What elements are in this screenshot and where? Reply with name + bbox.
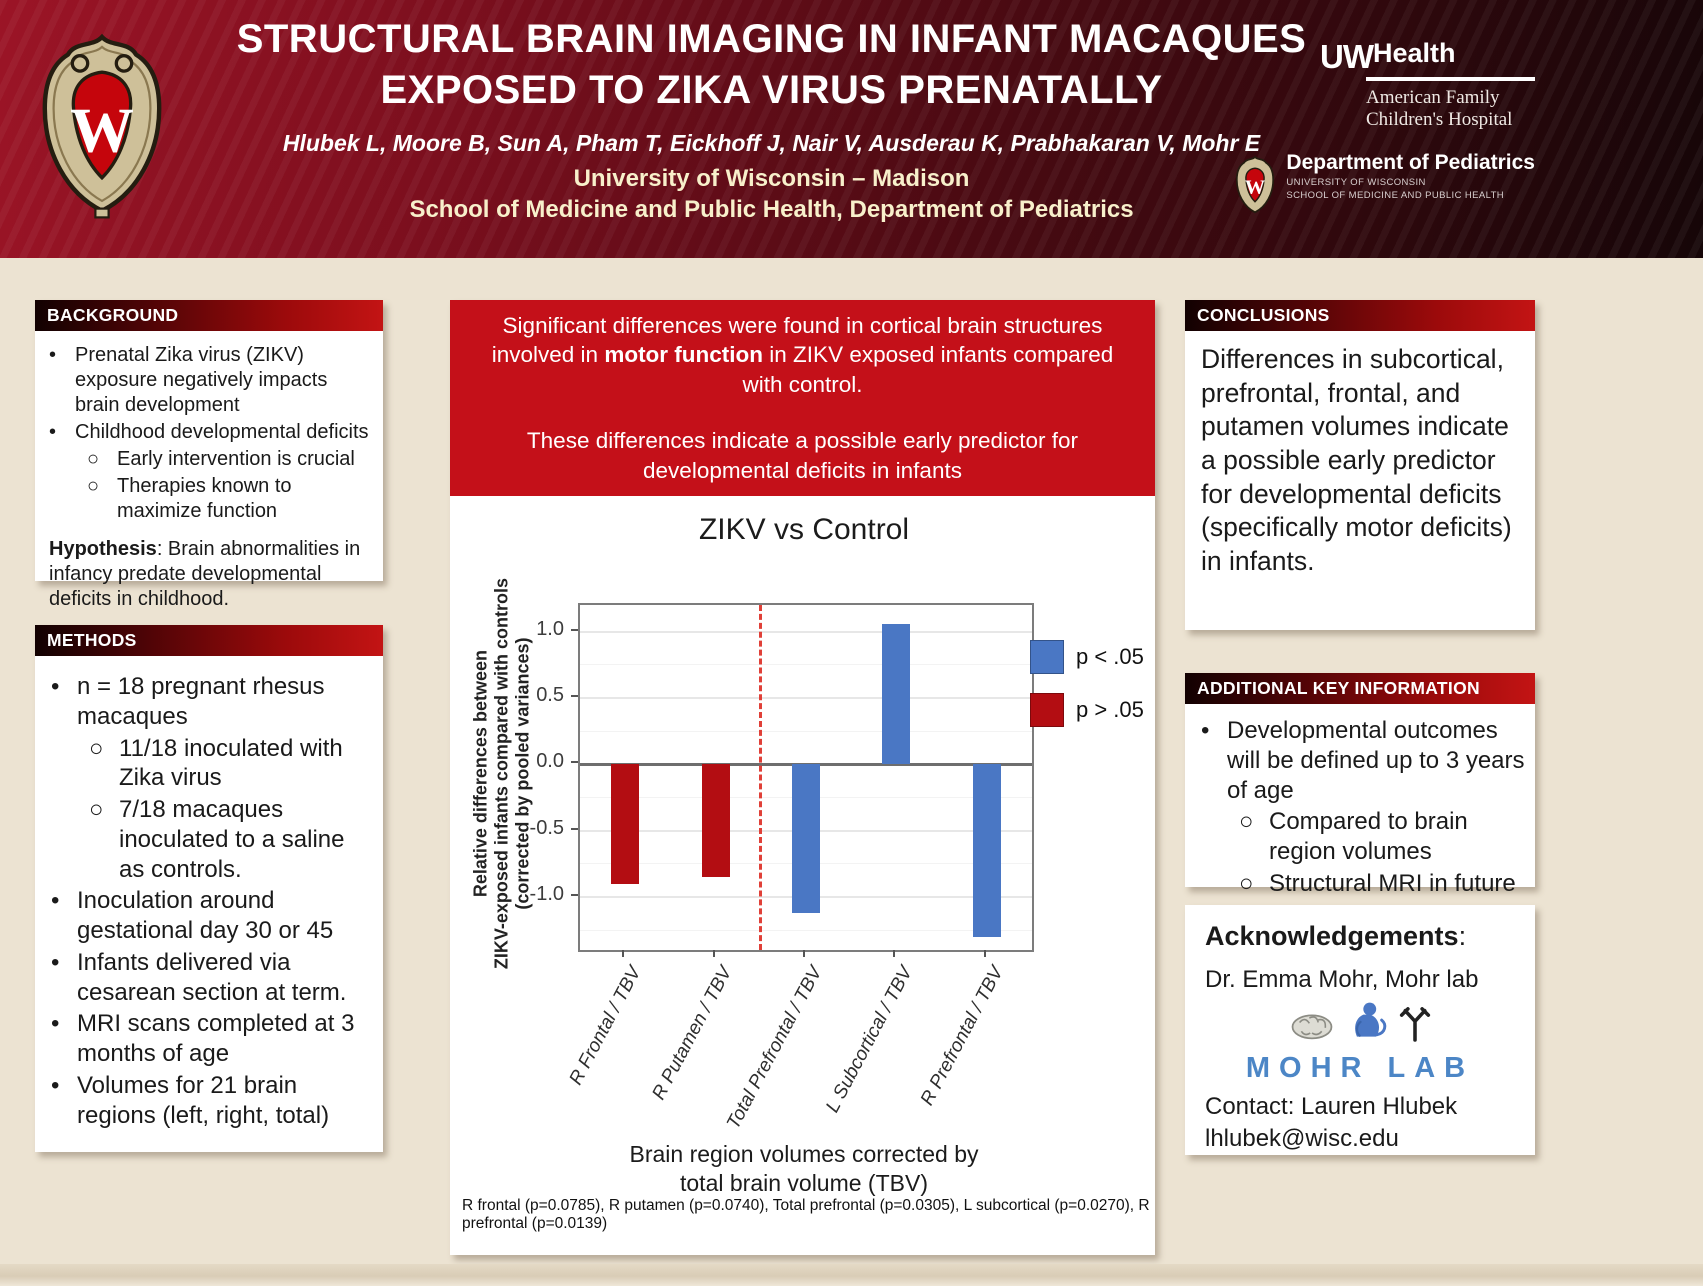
minor-gridline bbox=[580, 731, 1032, 732]
list-item bbox=[47, 1009, 375, 1069]
list-item-text: Compared to brain region volumes bbox=[1269, 808, 1468, 865]
brain-icon bbox=[1289, 1009, 1335, 1050]
legend-label: p < .05 bbox=[1076, 644, 1144, 669]
circle-bullet-icon: ○ bbox=[89, 796, 104, 823]
bullet-icon: • bbox=[51, 1071, 60, 1099]
list-item bbox=[45, 474, 371, 524]
uw-health-underline bbox=[1366, 77, 1535, 81]
dept-pediatrics-logo bbox=[1234, 152, 1535, 223]
x-tick-mark bbox=[713, 950, 715, 957]
list-item bbox=[47, 1071, 375, 1131]
bar-r-prefrontal-tbv bbox=[973, 764, 1001, 937]
minor-gridline bbox=[580, 930, 1032, 931]
major-gridline bbox=[580, 697, 1032, 699]
uw-health-sub1: American Family bbox=[1366, 87, 1500, 108]
circle-bullet-icon: ○ bbox=[1239, 808, 1254, 836]
header-banner bbox=[0, 0, 1703, 258]
mohr-lab-logo bbox=[1205, 1004, 1515, 1085]
methods-section-header: METHODS bbox=[35, 625, 383, 656]
circle-bullet-icon: ○ bbox=[1239, 869, 1254, 897]
acknowledgements-heading: Acknowledgements: bbox=[1205, 921, 1467, 951]
circle-bullet-icon: ○ bbox=[87, 475, 100, 497]
list-item bbox=[45, 420, 371, 445]
list-item bbox=[47, 948, 375, 1008]
list-item bbox=[45, 343, 371, 418]
bar-r-frontal-tbv bbox=[611, 764, 639, 883]
list-item-text: MRI scans completed at 3 months of age bbox=[77, 1010, 355, 1067]
list-item-text: 7/18 macaques inoculated to a saline as controls. bbox=[119, 796, 345, 883]
x-tick-label-r-putamen-tbv: R Putamen / TBV bbox=[648, 963, 737, 1104]
list-item-text: Infants delivered via cesarean section at term. bbox=[77, 948, 347, 1006]
svg-text:W: W bbox=[1245, 176, 1266, 199]
additional-info-section-header: ADDITIONAL KEY INFORMATION bbox=[1185, 673, 1535, 704]
circle-bullet-icon: ○ bbox=[87, 448, 100, 470]
contact-line: Contact: Lauren Hlubek bbox=[1205, 1093, 1458, 1120]
uw-crest-small-icon bbox=[1234, 152, 1276, 223]
hypothesis-text: : Brain abnormalities in infancy predate developmental deficits in childhood. bbox=[49, 538, 361, 610]
bar-l-subcortical-tbv bbox=[882, 624, 910, 765]
y-tick-label: -1.0 bbox=[529, 882, 564, 905]
poster-title-line2: EXPOSED TO ZIKA VIRUS PRENATALLY bbox=[380, 68, 1163, 113]
antibody-icon bbox=[1399, 1005, 1431, 1050]
list-item bbox=[47, 886, 375, 946]
y-axis-label: Relative differences between ZIKV-exposed infants compared with controls (corrected by pooled variances) bbox=[470, 578, 533, 970]
mohr-lab-name: MOHR LAB bbox=[1245, 1052, 1475, 1084]
list-item-text: Developmental outcomes will be defined up to 3 years of age bbox=[1227, 717, 1525, 804]
x-tick-mark bbox=[803, 950, 805, 957]
uw-crest-logo bbox=[36, 16, 168, 239]
dept-pediatrics-sub1: UNIVERSITY OF WISCONSIN bbox=[1286, 177, 1426, 189]
acknowledgements-section bbox=[1185, 905, 1535, 1155]
major-gridline bbox=[580, 631, 1032, 633]
y-tick-label: -0.5 bbox=[529, 816, 564, 839]
monkey-icon bbox=[1345, 999, 1389, 1050]
y-tick-label: 0.0 bbox=[536, 750, 564, 773]
svg-text:W: W bbox=[70, 94, 134, 166]
bullet-icon: • bbox=[51, 1010, 60, 1038]
x-tick-mark bbox=[893, 950, 895, 957]
key-findings-paragraph1: Significant differences were found in cortical brain structures involved in motor function in ZIKV exposed infants compared with control. bbox=[491, 312, 1114, 398]
background-list bbox=[45, 343, 371, 524]
background-section-header: BACKGROUND bbox=[35, 300, 383, 331]
uw-health-sub2: Children's Hospital bbox=[1366, 108, 1513, 130]
x-axis-title: Brain region volumes corrected by total brain volume (TBV) bbox=[629, 1141, 979, 1196]
methods-section bbox=[35, 625, 383, 1152]
legend-entry bbox=[1030, 640, 1144, 674]
list-item bbox=[1197, 807, 1527, 867]
list-item-text: Early intervention is crucial bbox=[117, 448, 355, 470]
chart-title: ZIKV vs Control bbox=[698, 513, 910, 546]
significance-divider-line bbox=[759, 605, 762, 950]
plot-area bbox=[578, 603, 1034, 952]
conclusions-section-header: CONCLUSIONS bbox=[1185, 300, 1535, 331]
minor-gridline bbox=[580, 664, 1032, 665]
list-item-text: Volumes for 21 brain regions (left, right, total) bbox=[77, 1071, 330, 1129]
affiliation-line2: School of Medicine and Public Health, Department of Pediatrics bbox=[409, 196, 1134, 224]
additional-info-section bbox=[1185, 673, 1535, 897]
additional-info-list bbox=[1197, 716, 1527, 899]
x-tick-label-total-prefrontal-tbv: Total Prefrontal / TBV bbox=[723, 963, 827, 1133]
uw-health-logo bbox=[1320, 38, 1535, 131]
y-tick-label: 0.5 bbox=[536, 683, 564, 706]
y-tick-mark bbox=[571, 761, 578, 763]
list-item-text: Prenatal Zika virus (ZIKV) exposure negatively impacts brain development bbox=[75, 344, 328, 416]
bullet-icon: • bbox=[49, 421, 57, 443]
bullet-icon: • bbox=[1201, 717, 1210, 744]
hypothesis-label: Hypothesis bbox=[49, 538, 157, 560]
contact-email: lhlubek@wisc.edu bbox=[1205, 1125, 1399, 1152]
legend-swatch bbox=[1030, 693, 1064, 727]
bullet-icon: • bbox=[49, 344, 57, 366]
x-tick-label-r-prefrontal-tbv: R Prefrontal / TBV bbox=[916, 963, 1008, 1109]
x-tick-label-r-frontal-tbv: R Frontal / TBV bbox=[565, 963, 646, 1089]
dept-pediatrics-name: Department of Pediatrics bbox=[1286, 151, 1535, 174]
conclusions-section bbox=[1185, 300, 1535, 630]
hypothesis-paragraph bbox=[45, 537, 371, 612]
acknowledgements-name: Dr. Emma Mohr, Mohr lab bbox=[1205, 966, 1479, 993]
x-tick-mark bbox=[984, 950, 986, 957]
y-tick-mark bbox=[571, 828, 578, 830]
page-bottom-edge bbox=[0, 1264, 1703, 1286]
list-item-text: Structural MRI in future bbox=[1269, 869, 1516, 897]
list-item-text: Therapies known to maximize function bbox=[117, 475, 292, 522]
results-panel bbox=[450, 300, 1155, 1255]
key-findings-callout bbox=[450, 300, 1155, 496]
list-item bbox=[47, 795, 375, 884]
uw-health-uw-text: UW bbox=[1320, 38, 1373, 75]
title-block bbox=[230, 14, 1313, 224]
y-tick-mark bbox=[571, 629, 578, 631]
background-section bbox=[35, 300, 383, 610]
list-item bbox=[47, 672, 375, 732]
legend-swatch bbox=[1030, 640, 1064, 674]
bullet-icon: • bbox=[51, 948, 60, 976]
chart-legend bbox=[1030, 640, 1144, 727]
uw-health-health-text: Health bbox=[1372, 38, 1456, 68]
list-item-text: Childhood developmental deficits bbox=[75, 421, 369, 443]
key-findings-paragraph2: These differences indicate a possible early predictor for developmental deficits in infants bbox=[526, 427, 1079, 483]
poster-title-line1: STRUCTURAL BRAIN IMAGING IN INFANT MACAQUES bbox=[236, 17, 1307, 61]
x-tick-label-l-subcortical-tbv: L Subcortical / TBV bbox=[822, 963, 917, 1117]
x-tick-mark bbox=[622, 950, 624, 957]
conclusions-text: Differences in subcortical, prefrontal, frontal, and putamen volumes indicate a possible early predictor for developmental deficits (specifically motor deficits) in infants. bbox=[1201, 344, 1512, 576]
zikv-vs-control-chart bbox=[450, 495, 1155, 1230]
list-item-text: Inoculation around gestational day 30 or 45 bbox=[77, 887, 334, 944]
list-item-text: 11/18 inoculated with Zika virus bbox=[119, 734, 343, 792]
y-tick-label: 1.0 bbox=[536, 617, 564, 640]
bar-total-prefrontal-tbv bbox=[792, 764, 820, 913]
y-tick-mark bbox=[571, 695, 578, 697]
legend-label: p > .05 bbox=[1076, 697, 1144, 722]
list-item bbox=[1197, 869, 1527, 899]
list-item-text: n = 18 pregnant rhesus macaques bbox=[77, 673, 325, 730]
affiliation-line1: University of Wisconsin – Madison bbox=[573, 165, 970, 193]
list-item bbox=[45, 447, 371, 472]
methods-list bbox=[47, 672, 375, 1130]
legend-entry bbox=[1030, 693, 1144, 727]
y-tick-mark bbox=[571, 894, 578, 896]
bar-r-putamen-tbv bbox=[702, 764, 730, 877]
authors-line: Hlubek L, Moore B, Sun A, Pham T, Eickhoff J, Nair V, Ausderau K, Prabhakaran V, Mohr E bbox=[282, 130, 1261, 157]
list-item bbox=[1197, 716, 1527, 805]
list-item bbox=[47, 734, 375, 794]
dept-pediatrics-sub2: SCHOOL OF MEDICINE AND PUBLIC HEALTH bbox=[1286, 189, 1505, 201]
bullet-icon: • bbox=[51, 887, 60, 915]
bullet-icon: • bbox=[51, 673, 60, 700]
circle-bullet-icon: ○ bbox=[89, 734, 104, 762]
chart-caption: R frontal (p=0.0785), R putamen (p=0.0740), Total prefrontal (p=0.0305), L subcortical (p=0.0270), R prefrontal (p=0.0139) bbox=[462, 1197, 1150, 1232]
